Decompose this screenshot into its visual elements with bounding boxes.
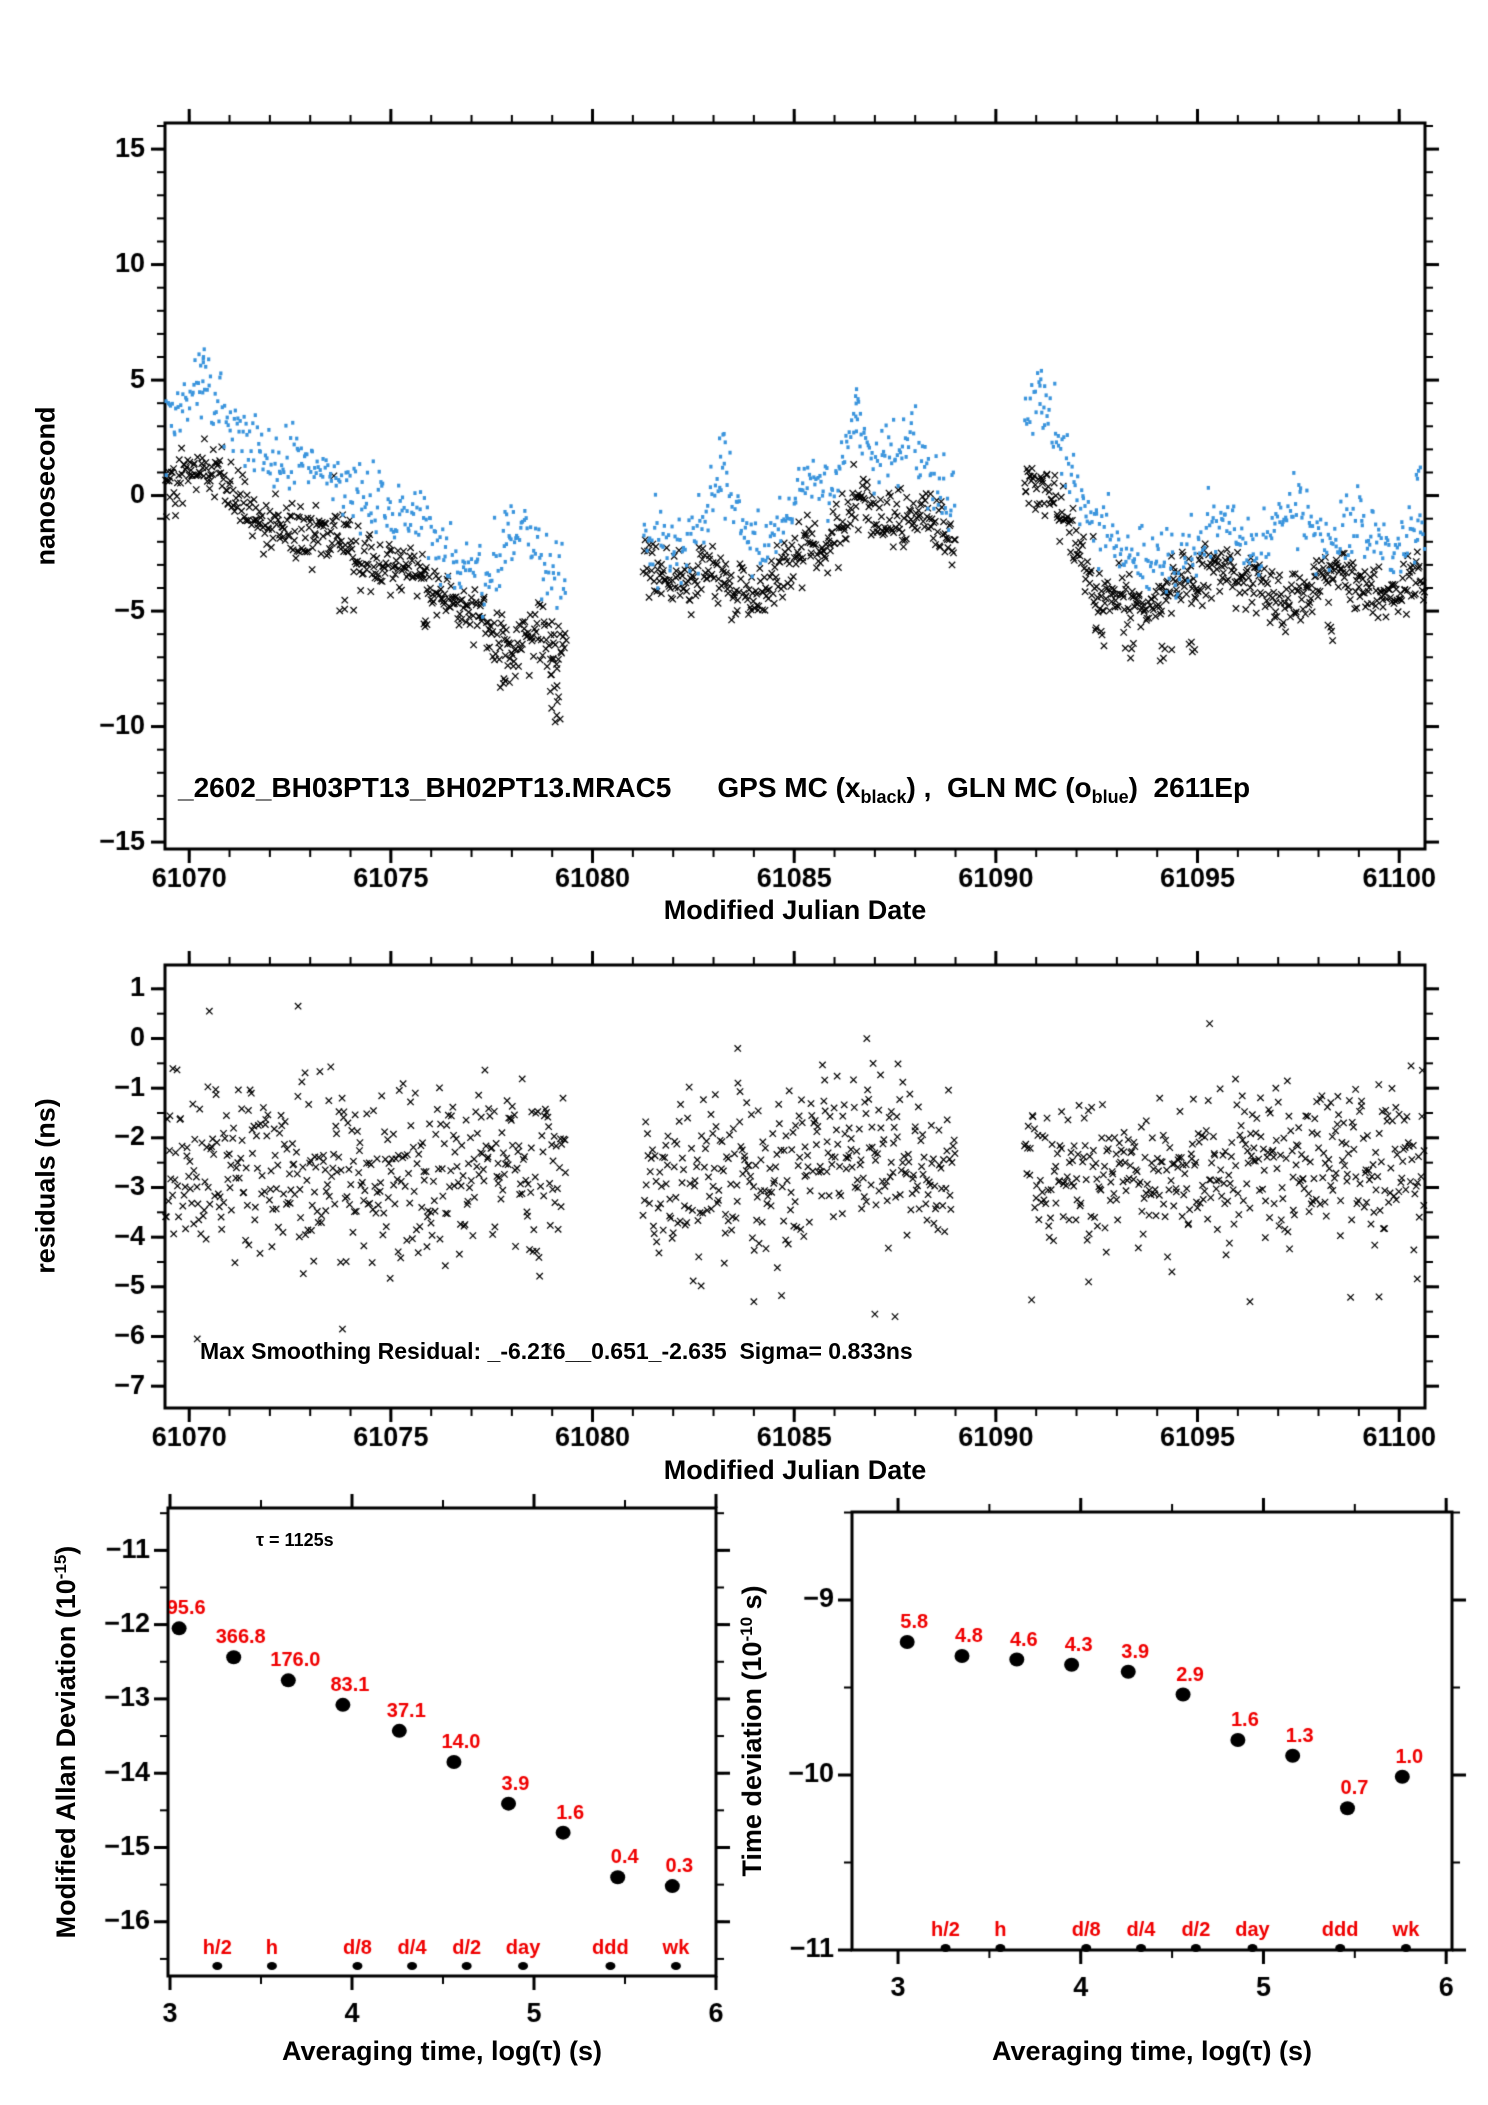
top-panel-legend	[178, 774, 1250, 806]
tau-annotation: τ = 1125s	[256, 1530, 334, 1550]
legend-gps-subscript: black	[860, 787, 907, 807]
legend-gps-label: GPS MC (x	[717, 772, 861, 803]
legend-gln-subscript: blue	[1091, 787, 1129, 807]
madev-xaxis-title: Averaging time, log(τ) (s)	[281, 2036, 603, 2066]
legend-suffix-label: ) 2611Ep	[1128, 772, 1251, 803]
tdev-yaxis-title-main: Time deviation (10	[737, 1641, 767, 1877]
dataset-id-label: _2602_BH03PT13_BH02PT13.MRAC5	[178, 772, 672, 803]
madev-yaxis-title	[52, 1546, 80, 1939]
madev-yaxis-title-main: Modified Allan Deviation (10	[51, 1579, 81, 1939]
tdev-xaxis-title: Averaging time, log(τ) (s)	[991, 2036, 1313, 2066]
tdev-yaxis-title	[738, 1585, 766, 1876]
madev-yaxis-title-exponent: -15	[51, 1554, 70, 1580]
middle-xaxis-title: Modified Julian Date	[663, 1455, 927, 1485]
legend-mid-label: ) , GLN MC (o	[906, 772, 1092, 803]
max-smoothing-residual-annotation: Max Smoothing Residual: _-6.216__0.651_-2.635 Sigma= 0.833ns	[200, 1338, 913, 1364]
top-yaxis-title: nanosecond	[30, 406, 61, 566]
tdev-yaxis-title-close: s)	[737, 1585, 767, 1617]
middle-yaxis-title: residuals (ns)	[30, 1098, 61, 1274]
tdev-yaxis-title-exponent: -10	[737, 1616, 756, 1642]
madev-yaxis-title-close: )	[51, 1545, 81, 1555]
top-xaxis-title: Modified Julian Date	[663, 895, 927, 925]
